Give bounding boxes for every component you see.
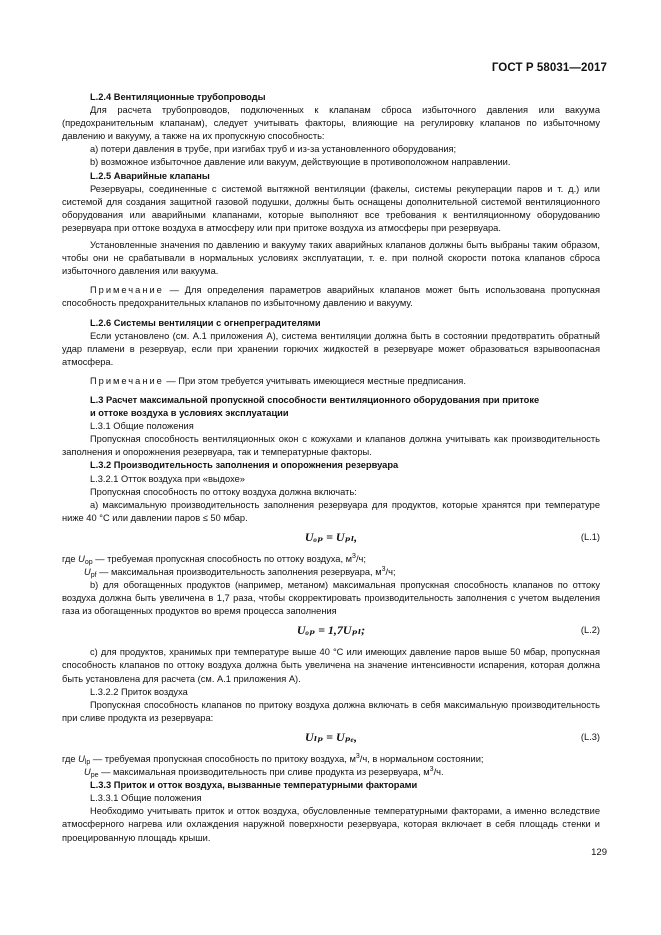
superscript: 3: [429, 766, 434, 774]
equation-formula: Uₒₚ = Uₚₗ,: [304, 529, 358, 544]
symbol: U: [78, 553, 85, 564]
subsection-heading-l33: L.3.3 Приток и отток воздуха, вызванные температурными факторами: [90, 780, 418, 791]
document-id: ГОСТ Р 58031—2017: [491, 62, 607, 74]
subsection-heading: L.3.3.1 Общие положения: [90, 793, 202, 804]
section-heading-l25: L.2.5 Аварийные клапаны: [90, 170, 210, 181]
note: [62, 284, 600, 310]
definition-text: — требуемая пропускная способность по оттоку воздуха, м: [92, 553, 353, 564]
list-item: c) для продуктов, хранимых при температуре выше 40 °С или имеющих давление паров выше 50 мбар, пропускная способность клапанов по оттоку воздуха должна быть увеличена на значение интенсивности испарения, которая должна быть установлена для расчета (см. А.1 приложения А).: [62, 647, 600, 684]
equation-formula: Uₒₚ = 1,7Uₚₗ;: [296, 623, 366, 638]
list-item: a) максимальную производительность заполнения резервуара для продуктов, которые хранятся при температуре ниже 40 °С или давлении паров ≤ 50 мбар.: [62, 499, 600, 523]
equation-formula: Uₗₚ = Uₚₑ,: [305, 729, 357, 744]
subsection-heading: L.3.2.1 Отток воздуха при «выдохе»: [90, 473, 245, 484]
superscript: 3: [355, 752, 360, 760]
note: [62, 375, 600, 388]
section-heading-l26: L.2.6 Системы вентиляции с огнепреградителями: [90, 317, 321, 328]
equation-number: (L.3): [580, 731, 600, 742]
list-item: b) для обогащенных продуктов (например, метаном) максимальная пропускная способность клапанов по оттоку воздуха должна быть увеличена в 1,7 раза, чтобы скорректировать производительность заполнения с учетом выделения газа из обогащенных продуктов во время процесса заполнения: [62, 580, 600, 617]
page-content: [62, 91, 600, 845]
list-item: a) потери давления в трубе, при изгибах труб и из-за установленного оборудования;: [90, 144, 457, 155]
subscript: lp: [84, 758, 91, 766]
definition: [62, 766, 600, 779]
symbol: U: [78, 753, 85, 764]
subsection-heading: L.3.1 Общие положения: [90, 421, 194, 432]
superscript: 3: [352, 552, 356, 560]
page-number: 129: [591, 847, 607, 858]
subsection-heading-l32: L.3.2 Производительность заполнения и опорожнения резервуара: [90, 460, 399, 471]
equation-l3: [62, 725, 600, 753]
subscript: pe: [90, 772, 99, 780]
paragraph: Резервуары, соединенные с системой вытяжной вентиляции (факелы, системы рекуперации паров и т. д.) или системой для создания защитной газовой подушки, должны быть оснащены дополнительной системой вентиляционного оборудования или аварийными клапанами, которые выполняют все требования к вентиляционному оборудованию резервуара при оттоке воздуха в атмосферу или при притоке воздуха из атмосферы при резервуара.: [62, 183, 600, 233]
subscript: op: [84, 558, 93, 566]
heading-line: L.3 Расчет максимальной пропускной способности вентиляционного оборудования при притоке: [90, 394, 540, 405]
definition-text: — максимальная производительность заполнения резервуара, м: [96, 567, 382, 577]
definition: [62, 553, 600, 566]
paragraph: Для расчета трубопроводов, подключенных к клапанам сброса избыточного давления или вакуума (предохранительным клапанам), следует учитывать факторы, влияющие на регулировку клапанов по избыточному давлению и вакууму, а также на их пропускную способность:: [62, 105, 600, 142]
definition-tail: /ч, в нормальном состоянии;: [359, 753, 484, 764]
definition-text: — максимальная производительность при сливе продукта из резервуара, м: [98, 767, 430, 778]
superscript: 3: [381, 566, 386, 573]
definition: [62, 753, 600, 766]
definition-tail: /ч;: [355, 553, 366, 564]
symbol: U: [84, 767, 91, 778]
symbol: U: [84, 567, 91, 577]
paragraph: Установленные значения по давлению и вакууму таких аварийных клапанов должны быть выбраны таким образом, чтобы они не срабатывали в нормальных условиях эксплуатации, т. е. при полной скорости потока клапанов сброса избыточного давления или вакуума.: [62, 240, 600, 277]
equation-number: (L.1): [580, 531, 600, 542]
note-label: Примечание: [90, 285, 164, 296]
paragraph: Если установлено (см. А.1 приложения А), система вентиляции должна быть в состоянии предотвратить обратный удар пламени в резервуар, если при хранении горючих жидкостей в резервуаре может образоваться взрывоопасная атмосфера.: [62, 330, 600, 367]
section-heading-l3: [62, 394, 600, 420]
definition: [62, 566, 600, 579]
subscript: pf: [90, 572, 97, 579]
equation-l1: [62, 525, 600, 553]
paragraph: Пропускная способность вентиляционных окон с кожухами и клапанов должна учитывать как производительность заполнения и опорожнения резервуара, так и температурные факторы.: [62, 434, 600, 458]
definition-tail: /ч;: [385, 567, 396, 577]
paragraph: Пропускная способность клапанов по притоку воздуха должна включать в себя максимальную производительность при сливе продукта из резервуара:: [62, 699, 600, 723]
definition-tail: /ч.: [433, 767, 444, 778]
note-text: — Для определения параметров аварийных клапанов может быть использована пропускная способность предохранительных клапанов по избыточному давлению и вакууму.: [62, 285, 600, 309]
subsection-heading: L.3.2.2 Приток воздуха: [90, 686, 188, 697]
definition-lead: где: [62, 553, 79, 564]
equation-l2: [62, 618, 600, 646]
note-text: — При этом требуется учитывать имеющиеся местные предписания.: [163, 375, 466, 386]
section-heading-l24: L.2.4 Вентиляционные трубопроводы: [90, 92, 266, 102]
list-item: b) возможное избыточное давление или вакуум, действующие в противоположном направлении.: [90, 157, 511, 168]
definition-text: — требуемая пропускная способность по притоку воздуха, м: [90, 753, 356, 764]
definition-lead: где: [62, 753, 79, 764]
heading-line: и оттоке воздуха в условиях эксплуатации: [90, 408, 289, 419]
note-label: Примечание: [90, 375, 164, 386]
equation-number: (L.2): [580, 625, 600, 636]
paragraph: Необходимо учитывать приток и отток воздуха, обусловленные температурными факторами, а именно вследствие атмосферного нагрева или охлаждения наружной поверхности резервуара, которая включает в себя площадь стенки и проецированную площадь крыши.: [62, 806, 600, 843]
paragraph: Пропускная способность по оттоку воздуха должна включать:: [90, 486, 357, 497]
